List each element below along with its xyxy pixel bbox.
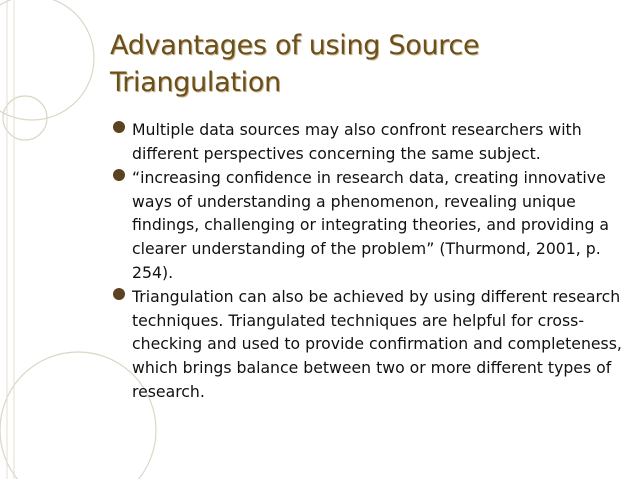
decor-circle: [3, 96, 47, 140]
bullet-text: Multiple data sources may also confront researchers with different perspectives concerning the same subject.: [132, 120, 582, 163]
bullet-text: Triangulation can also be achieved by using different research techniques. Triangulated techniques are helpful for cross-checking and used to provide confirmation and completeness, which brings balance between two or more different types of research.: [132, 287, 622, 401]
bullet-icon: [113, 121, 125, 133]
bullet-text: “increasing confidence in research data, creating innovative ways of understanding a phenomenon, revealing unique findings, challenging or integrating theories, and providing a clearer understanding of the problem” (Thurmond, 2001, p. 254).: [132, 168, 610, 282]
bullet-item: [112, 166, 622, 284]
bullet-item: [112, 118, 622, 165]
slide-title-line-1: Advantages of using Source: [110, 30, 480, 61]
bullet-list: [112, 118, 622, 404]
bullet-icon: [113, 288, 125, 300]
slide-title: [110, 27, 610, 101]
slide-title-line-2: Triangulation: [110, 67, 281, 98]
bullet-icon: [113, 169, 125, 181]
bullet-item: [112, 285, 622, 403]
